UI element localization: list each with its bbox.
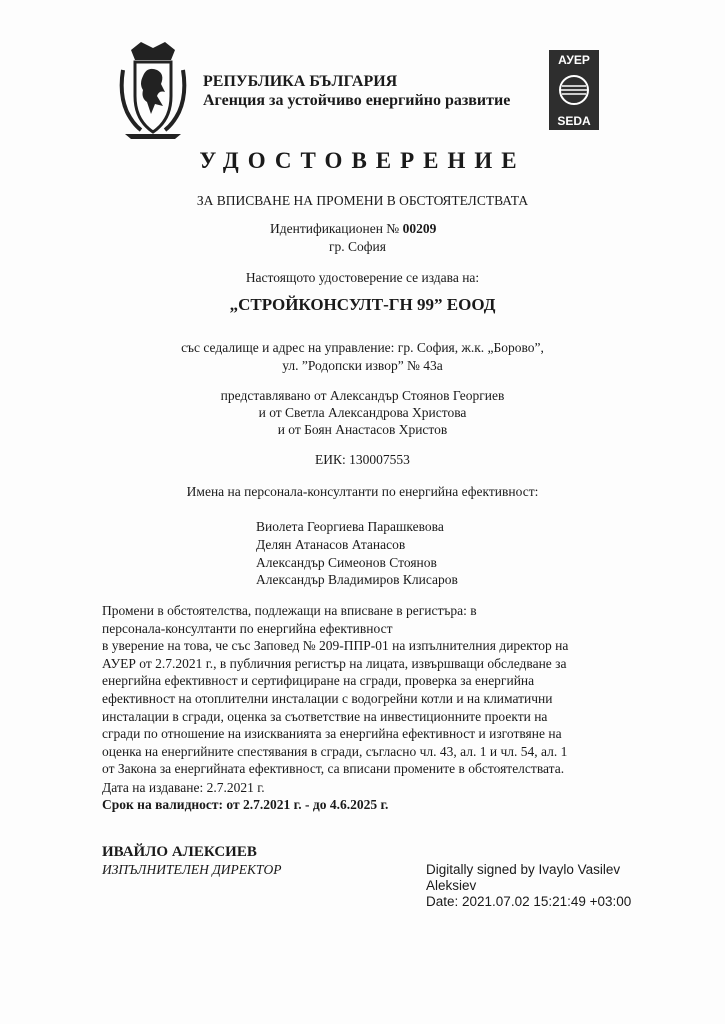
representative-2: и от Светла Александрова Христова <box>258 405 467 420</box>
document-subtitle: ЗА ВПИСВАНЕ НА ПРОМЕНИ В ОБСТОЯТЕЛСТВАТА <box>196 193 529 208</box>
staff-member-1: Виолета Георгиева Парашкевова <box>256 519 444 534</box>
paragraph-line: в уверение на това, че със Заповед № 209-ППР-01 на изпълнителния директор на <box>102 638 569 654</box>
staff-member-4: Александър Владимиров Клисаров <box>256 572 458 587</box>
address-line2: ул. ”Родопски извор” № 43а <box>282 358 443 373</box>
org-line2: Агенция за устойчиво енергийно развитие <box>203 92 511 109</box>
staff-member-3: Александър Симеонов Стоянов <box>256 555 437 570</box>
paragraph-line: АУЕР от 2.7.2021 г., в публичния регистър на лицата, извършващи обследване за <box>102 655 567 671</box>
logo-bottom-text: SEDA <box>557 114 591 128</box>
changes-paragraph <box>102 602 642 778</box>
signer-title: ИЗПЪЛНИТЕЛЕН ДИРЕКТОР <box>102 862 282 877</box>
paragraph-line: инсталации в сгради, оценка за съответствие на инвестиционните проекти на <box>102 708 548 724</box>
issued-to-label: Настоящото удостоверение се издава на: <box>245 270 480 285</box>
paragraph-line: персонала-консултанти по енергийна ефективност <box>102 620 393 636</box>
digital-signature-line: Date: 2021.07.02 15:21:49 +03:00 <box>426 894 632 909</box>
id-label: Идентификационен № <box>270 221 400 236</box>
paragraph-line: сгради по отношение на изискванията за енергийна ефективност и изготвяне на <box>102 726 562 742</box>
paragraph-line: оценка на енергийните спестявания в сгради, съгласно чл. 43, ал. 1 и чл. 54, ал. 1 <box>102 743 568 759</box>
digital-signature <box>426 862 631 910</box>
representative-1: представлявано от Александър Стоянов Георгиев <box>220 388 505 403</box>
staff-heading: Имена на персонала-консултанти по енергийна ефективност: <box>186 484 539 499</box>
city: гр. София <box>329 239 386 254</box>
eik-number: ЕИК: 130007553 <box>315 452 410 467</box>
digital-signature-line: Digitally signed by Ivaylo Vasilev <box>426 862 621 877</box>
representative-3: и от Боян Анастасов Христов <box>277 422 448 437</box>
validity-period: Срок на валидност: от 2.7.2021 г. - до 4.6.2025 г. <box>102 797 389 812</box>
paragraph-line: ефективност на отоплителни инсталации с водогрейни котли и на климатични <box>102 690 553 706</box>
company-name: „СТРОЙКОНСУЛТ-ГН 99” ЕООД <box>229 295 496 314</box>
issuing-organization <box>203 72 510 110</box>
logo-top-text: АУЕР <box>558 53 590 67</box>
id-value: 00209 <box>402 221 437 236</box>
seda-logo <box>549 50 599 130</box>
paragraph-line: от Закона за енергийната ефективност, са вписани промените в обстоятелствата. <box>102 761 565 777</box>
paragraph-line: Промени в обстоятелства, подлежащи на вписване в регистъра: в <box>102 603 477 618</box>
org-line1: РЕПУБЛИКА БЪЛГАРИЯ <box>203 73 398 90</box>
coat-of-arms-icon <box>117 40 189 140</box>
signer-name: ИВАЙЛО АЛЕКСИЕВ <box>102 844 257 860</box>
identification-number <box>270 221 436 237</box>
address-line1: със седалище и адрес на управление: гр. София, ж.к. „Борово”, <box>181 340 544 355</box>
issue-date: Дата на издаване: 2.7.2021 г. <box>102 780 265 795</box>
paragraph-line: енергийна ефективност и сертифициране на сгради, проверка за енергийна <box>102 673 535 689</box>
staff-member-2: Делян Атанасов Атанасов <box>256 537 406 552</box>
document-title: УДОСТОВЕРЕНИЕ <box>199 148 526 173</box>
digital-signature-line: Aleksiev <box>426 878 477 893</box>
